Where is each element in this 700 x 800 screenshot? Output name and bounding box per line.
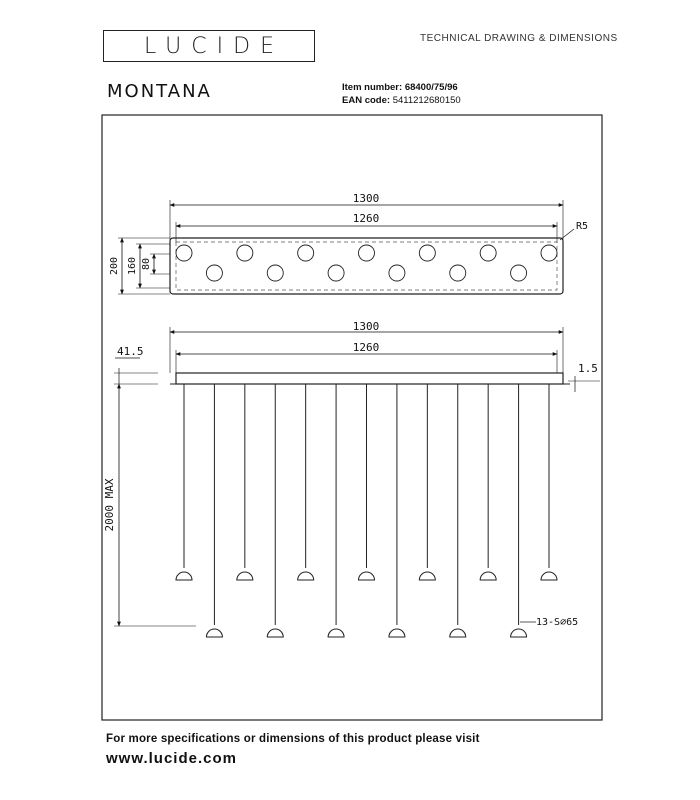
canopy-hole xyxy=(450,265,466,281)
top-inner-width-label: 1260 xyxy=(352,212,380,225)
canopy-profile xyxy=(176,373,563,384)
radius-leader xyxy=(560,229,574,240)
canopy-hole xyxy=(237,245,253,261)
pendant-shade xyxy=(389,629,405,637)
pendant-shade xyxy=(237,572,253,580)
canopy-plate-outline xyxy=(170,238,563,294)
pendant-group xyxy=(176,384,557,637)
canopy-hole xyxy=(389,265,405,281)
brand-logo-text: LUCIDE xyxy=(144,33,284,59)
side-overall-width-label: 1300 xyxy=(352,320,380,333)
canopy-hole xyxy=(298,245,314,261)
pendant-shade xyxy=(267,629,283,637)
pendant-shade xyxy=(450,629,466,637)
canopy-hole xyxy=(419,245,435,261)
side-view xyxy=(103,320,600,637)
canopy-hole-group xyxy=(176,245,557,281)
canopy-hole xyxy=(206,265,222,281)
pendant-shade xyxy=(359,572,375,580)
canopy-hole xyxy=(480,245,496,261)
top-view xyxy=(109,192,588,294)
pendant-shade xyxy=(419,572,435,580)
footer-note: For more specifications or dimensions of this product please visit xyxy=(106,733,480,745)
drawing-frame xyxy=(102,115,602,720)
ean-code-value: 5411212680150 xyxy=(392,95,461,106)
item-number-label: Item number: xyxy=(342,82,403,93)
shade-spec-label: 13-S⌀65 xyxy=(536,617,579,628)
depth-outer-label: 200 xyxy=(109,256,120,276)
canopy-inner-outline xyxy=(176,242,557,290)
pendant-shade xyxy=(541,572,557,580)
pendant-shade xyxy=(298,572,314,580)
document-type: TECHNICAL DRAWING & DIMENSIONS xyxy=(420,33,618,44)
pendant-shade xyxy=(480,572,496,580)
corner-radius-label: R5 xyxy=(576,221,589,232)
canopy-hole xyxy=(328,265,344,281)
lip-thickness-label: 1.5 xyxy=(578,362,598,375)
canopy-height-label: 41.5 xyxy=(117,345,144,358)
item-number-value: 68400/75/96 xyxy=(404,82,458,93)
canopy-hole xyxy=(359,245,375,261)
canopy-hole xyxy=(267,265,283,281)
footer-website-link[interactable]: www.lucide.com xyxy=(106,750,237,767)
top-overall-width-label: 1300 xyxy=(352,192,380,205)
canopy-hole xyxy=(176,245,192,261)
pendant-shade xyxy=(328,629,344,637)
ean-code-label: EAN code: xyxy=(342,95,391,106)
canopy-hole xyxy=(511,265,527,281)
canopy-hole xyxy=(541,245,557,261)
depth-offset-label: 80 xyxy=(141,257,152,271)
pendant-shade xyxy=(206,629,222,637)
pendant-shade xyxy=(511,629,527,637)
pendant-shade xyxy=(176,572,192,580)
product-name: MONTANA xyxy=(107,81,212,102)
drop-length-label: 2000 MAX xyxy=(103,478,116,532)
depth-inner-label: 160 xyxy=(127,256,138,276)
side-inner-width-label: 1260 xyxy=(352,341,380,354)
